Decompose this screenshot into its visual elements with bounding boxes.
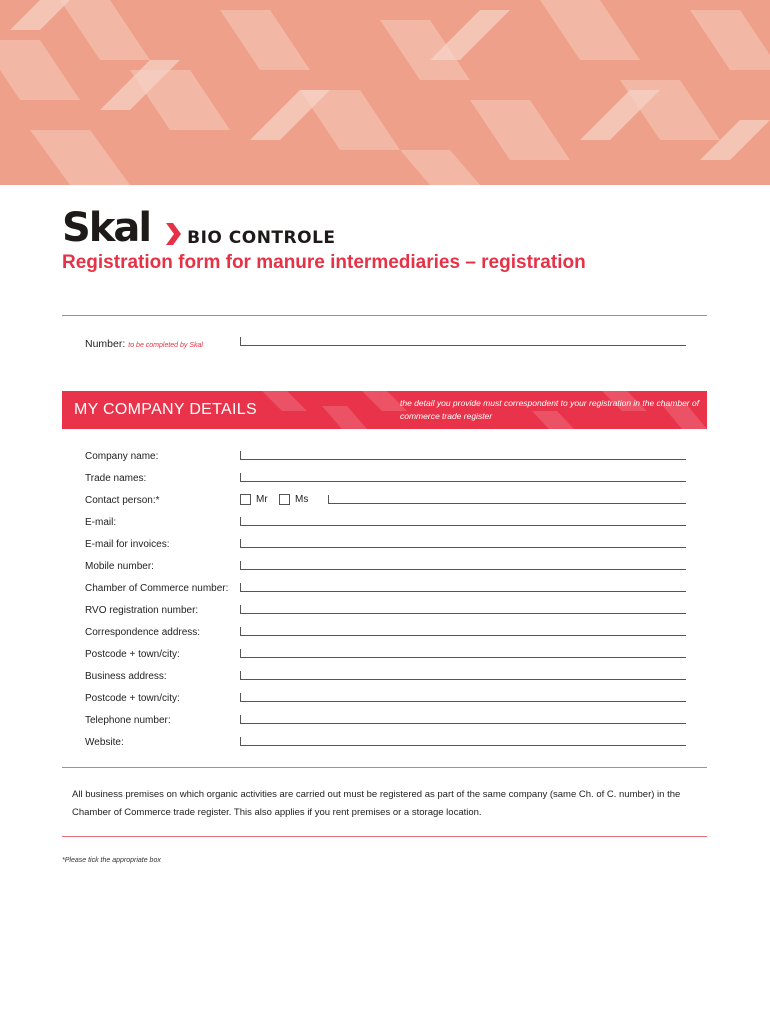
mr-checkbox[interactable] <box>240 494 251 505</box>
trade-names-label: Trade names: <box>85 473 147 484</box>
ms-label: Ms <box>295 494 309 505</box>
number-field[interactable] <box>240 337 686 346</box>
form-title: Registration form for manure intermediaries – registration <box>62 252 586 273</box>
email-field[interactable] <box>240 517 686 526</box>
footnote: *Please tick the appropriate box <box>62 857 161 864</box>
business-address-field[interactable] <box>240 671 686 680</box>
telephone-field[interactable] <box>240 715 686 724</box>
business-postcode-field[interactable] <box>240 693 686 702</box>
section-header <box>62 391 707 429</box>
email-label: E-mail: <box>85 517 117 528</box>
logo-wordmark: Skal <box>62 205 151 251</box>
website-label: Website: <box>85 737 124 748</box>
header-banner <box>0 0 770 185</box>
contact-person-label: Contact person:* <box>85 495 160 506</box>
correspondence-address-field[interactable] <box>240 627 686 636</box>
divider <box>62 836 707 837</box>
logo-subtitle: BIO CONTROLE <box>187 228 336 248</box>
mobile-label: Mobile number: <box>85 561 154 572</box>
company-name-label: Company name: <box>85 451 159 462</box>
chamber-number-field[interactable] <box>240 583 686 592</box>
skal-logo <box>62 204 336 251</box>
contact-person-field[interactable] <box>328 495 686 504</box>
email-invoices-field[interactable] <box>240 539 686 548</box>
banner-pattern <box>0 0 770 185</box>
number-label: Number: <box>85 338 126 350</box>
postcode-label: Postcode + town/city: <box>85 649 180 660</box>
divider <box>62 767 707 768</box>
business-address-label: Business address: <box>85 671 167 682</box>
trade-names-field[interactable] <box>240 473 686 482</box>
correspondence-address-label: Correspondence address: <box>85 627 201 638</box>
number-row <box>85 338 203 350</box>
mr-label: Mr <box>256 494 268 505</box>
rvo-number-field[interactable] <box>240 605 686 614</box>
company-name-field[interactable] <box>240 451 686 460</box>
ms-checkbox[interactable] <box>279 494 290 505</box>
mobile-field[interactable] <box>240 561 686 570</box>
postcode-field[interactable] <box>240 649 686 658</box>
section-title: MY COMPANY DETAILS <box>74 401 257 418</box>
website-field[interactable] <box>240 737 686 746</box>
number-note: to be completed by Skal <box>128 342 203 349</box>
section-note: the detail you provide must correspondent to your registration in the chamber of commerce trade register <box>400 398 700 421</box>
premises-notice: All business premises on which organic activities are carried out must be registered as part of the same company (same Ch. of C. number) in the Chamber of Commerce trade register. This also applies if you rent premises or a storage location. <box>72 789 681 818</box>
rvo-number-label: RVO registration number: <box>85 605 199 616</box>
email-invoices-label: E-mail for invoices: <box>85 539 170 550</box>
chevron-right-icon <box>164 223 182 245</box>
business-postcode-label: Postcode + town/city: <box>85 693 180 704</box>
chamber-number-label: Chamber of Commerce number: <box>85 583 229 594</box>
divider <box>62 315 707 316</box>
telephone-label: Telephone number: <box>85 715 171 726</box>
